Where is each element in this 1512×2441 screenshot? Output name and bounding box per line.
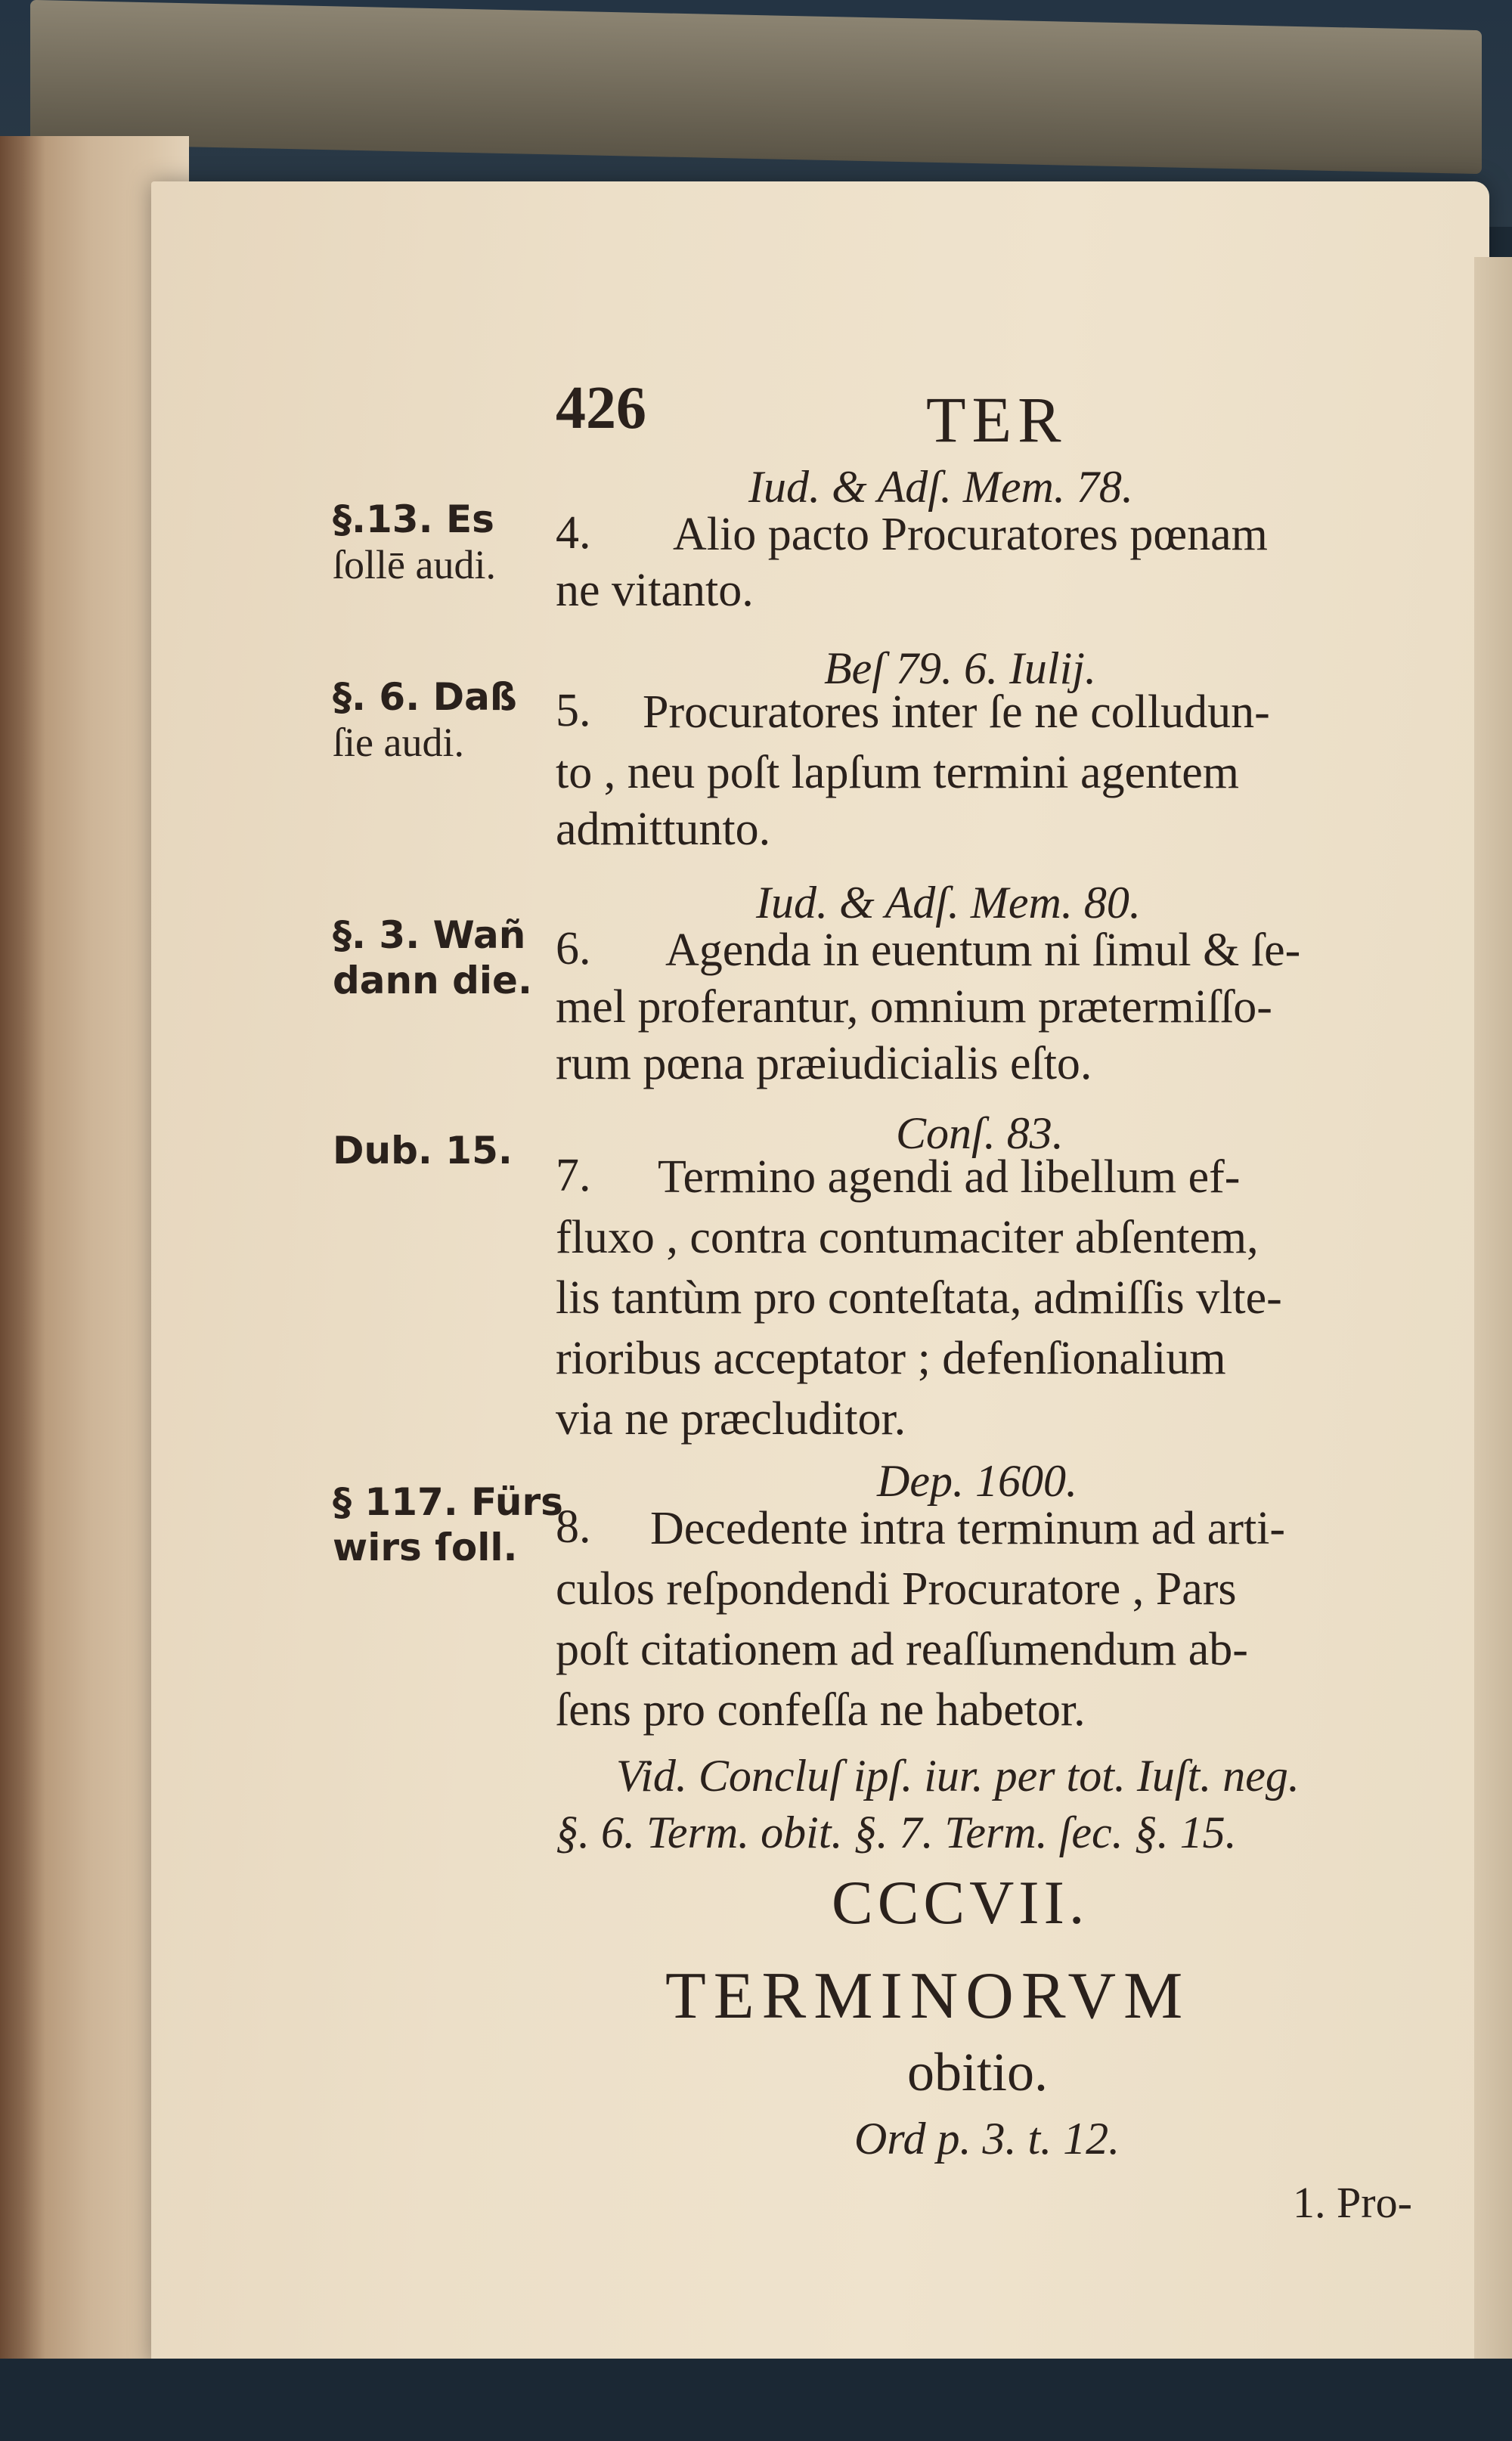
entry-number: 6. bbox=[556, 923, 591, 974]
section-title: TERMINORVM bbox=[665, 1959, 1191, 2033]
entry-reference: Beſ 79. 6. Iulij. bbox=[824, 643, 1096, 693]
entry-line: fluxo , contra contumaciter abſentem, bbox=[556, 1212, 1259, 1263]
margin-note: ſollē audi. bbox=[333, 542, 496, 587]
margin-note: §. 3. Wañ bbox=[333, 913, 526, 957]
facing-page-edge bbox=[1474, 257, 1512, 2434]
margin-note: ſie audi. bbox=[333, 720, 464, 765]
background-bottom bbox=[0, 2359, 1512, 2441]
entry-reference: Iud. & Adſ. Mem. 78. bbox=[748, 462, 1133, 512]
entry-number: 8. bbox=[556, 1501, 591, 1553]
entry-line: Termino agendi ad libellum ef- bbox=[658, 1151, 1241, 1203]
entry-line: mel proferantur, omnium prætermiſſo- bbox=[556, 981, 1272, 1033]
margin-note: wirs ſoll. bbox=[333, 1526, 518, 1569]
entry-line: culos reſpondendi Procuratore , Pars bbox=[556, 1563, 1237, 1615]
margin-note: dann die. bbox=[333, 959, 532, 1002]
entry-reference: Iud. & Adſ. Mem. 80. bbox=[756, 878, 1141, 928]
entry-line: rum pœna præiudicialis eſto. bbox=[556, 1038, 1092, 1089]
book-head-edge bbox=[30, 0, 1482, 174]
section-subtitle: obitio. bbox=[907, 2042, 1049, 2102]
catchword: 1. Pro- bbox=[1293, 2178, 1412, 2227]
running-head: TER bbox=[926, 383, 1067, 456]
section-reference: Ord p. 3. t. 12. bbox=[854, 2114, 1120, 2164]
section-number: CCCVII. bbox=[832, 1868, 1089, 1937]
entry-line: rioribus acceptator ; defenſionalium bbox=[556, 1333, 1226, 1384]
margin-note: §. 6. Daß bbox=[333, 675, 517, 719]
see-also-line: §. 6. Term. obit. §. 7. Term. ſec. §. 15. bbox=[556, 1808, 1237, 1857]
entry-line: Agenda in euentum ni ſimul & ſe- bbox=[665, 925, 1301, 976]
entry-line: poſt citationem ad reaſſumendum ab- bbox=[556, 1624, 1248, 1675]
page-number: 426 bbox=[556, 375, 646, 441]
see-also-line: Vid. Concluſ ipſ. iur. per tot. Iuſt. neg. bbox=[616, 1751, 1300, 1801]
margin-note: Dub. 15. bbox=[333, 1129, 513, 1172]
entry-line: to , neu poſt lapſum termini agentem bbox=[556, 747, 1239, 798]
entry-number: 5. bbox=[556, 685, 591, 736]
entry-line: Alio pacto Procuratores pœnam bbox=[673, 509, 1268, 560]
margin-note: §.13. Es bbox=[333, 497, 494, 541]
entry-reference: Dep. 1600. bbox=[877, 1456, 1077, 1506]
entry-number: 7. bbox=[556, 1150, 591, 1201]
entry-line: Decedente intra terminum ad arti- bbox=[650, 1503, 1286, 1554]
entry-line: lis tantùm pro conteſtata, admiſſis vlte- bbox=[556, 1272, 1282, 1324]
entry-line: admittunto. bbox=[556, 804, 771, 855]
entry-line: via ne præcluditor. bbox=[556, 1393, 906, 1445]
entry-reference: Conſ. 83. bbox=[896, 1108, 1064, 1158]
entry-line: Procuratores inter ſe ne colludun- bbox=[643, 686, 1270, 738]
margin-note: § 117. Fürs bbox=[333, 1480, 563, 1524]
entry-line: ſens pro confeſſa ne habetor. bbox=[556, 1684, 1086, 1736]
entry-line: ne vitanto. bbox=[556, 565, 754, 616]
entry-number: 4. bbox=[556, 507, 591, 559]
